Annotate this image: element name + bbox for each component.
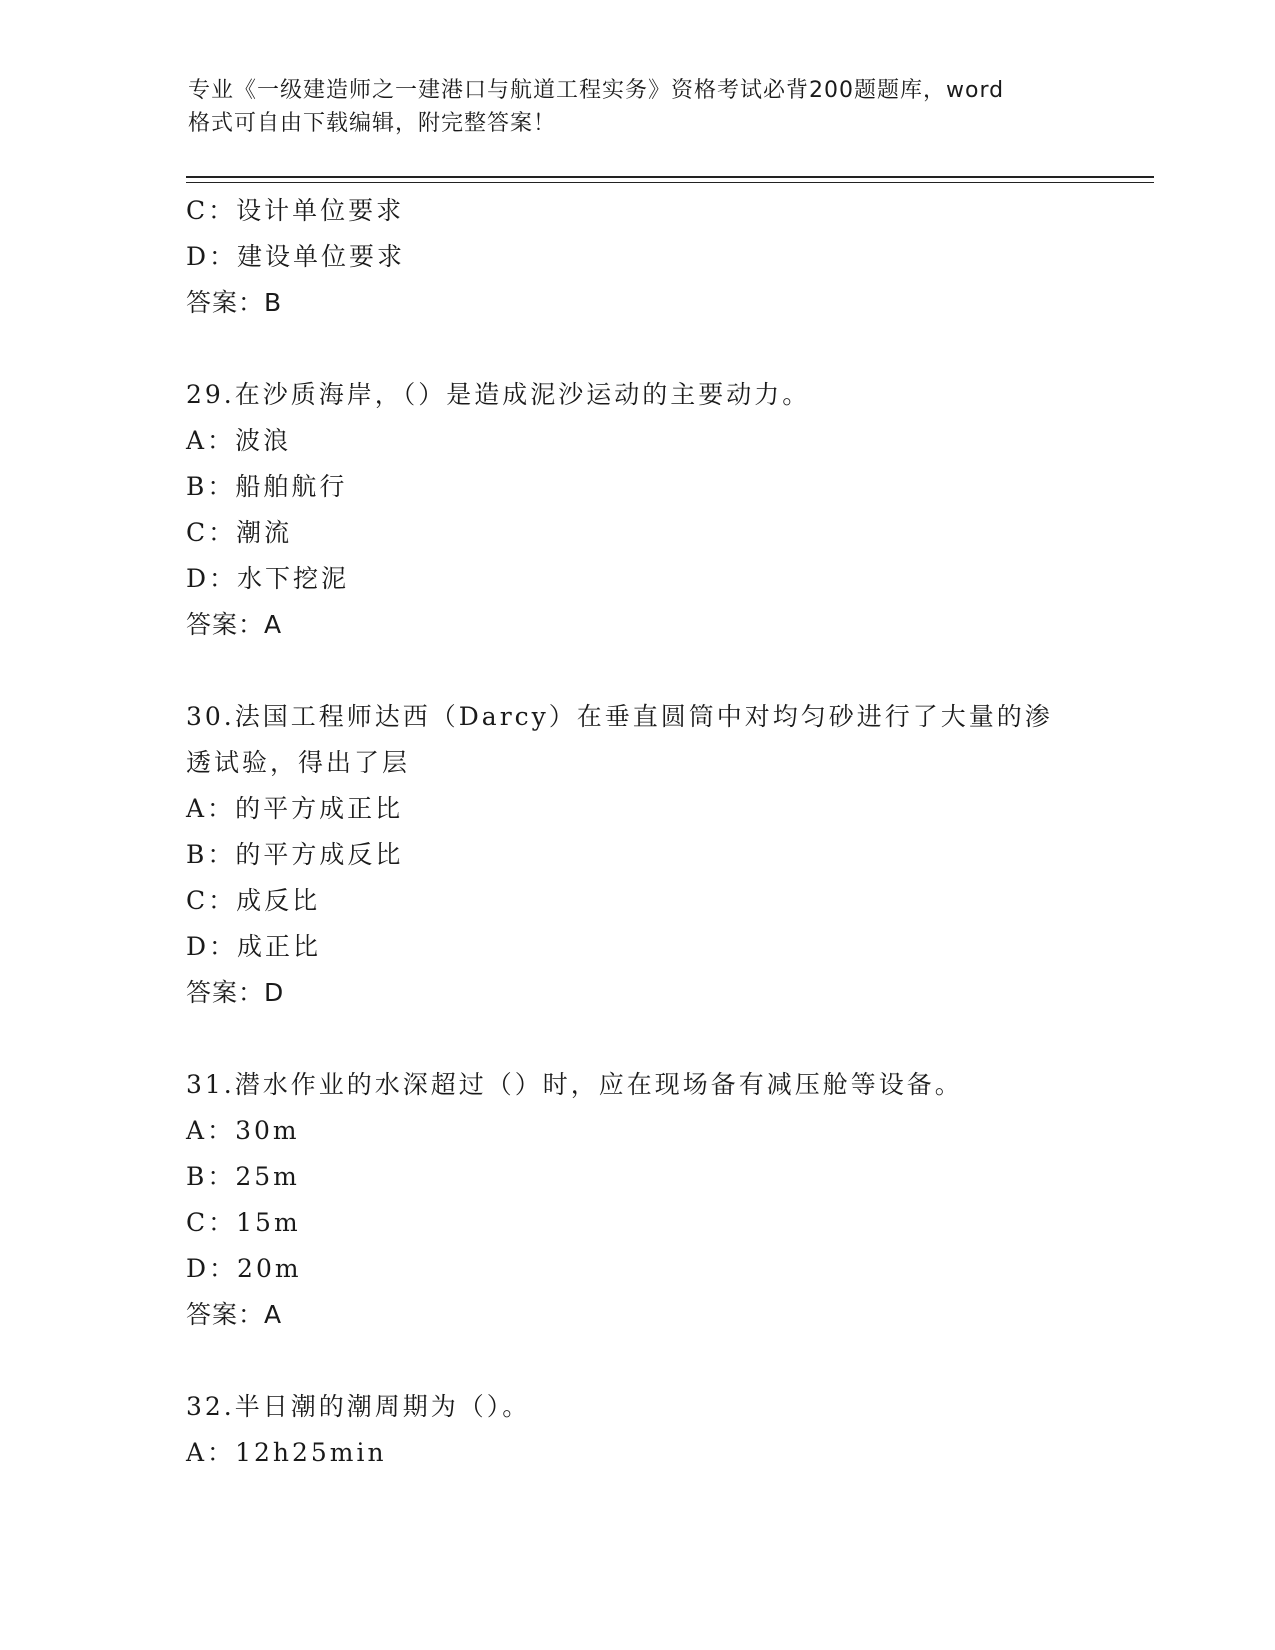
option-label: A： [186, 426, 236, 455]
option-label: D： [186, 242, 238, 271]
option-b [186, 1154, 1086, 1200]
option-text: 成反比 [236, 886, 321, 915]
answer-line: 答案：B [186, 288, 283, 317]
option-d [186, 924, 1086, 970]
option-text: 的平方成正比 [235, 794, 404, 823]
option-text: 成正比 [237, 932, 322, 961]
option-text: 30m [235, 1116, 300, 1145]
option-label: D： [186, 564, 238, 593]
option-a [186, 1108, 1086, 1154]
header-divider-thick [186, 176, 1154, 178]
option-label: C： [186, 196, 237, 225]
question-31 [186, 1062, 1086, 1338]
question-30 [186, 694, 1086, 1016]
option-c [186, 1200, 1086, 1246]
question-list [186, 188, 1086, 1476]
option-text: 潮流 [236, 518, 293, 547]
option-label: D： [186, 1254, 238, 1283]
option-c [186, 188, 1086, 234]
question-text: 31.潜水作业的水深超过（）时，应在现场备有减压舱等设备。 [186, 1070, 963, 1099]
header-line-2: 格式可自由下载编辑，附完整答案！ [188, 111, 557, 136]
option-d [186, 1246, 1086, 1292]
option-label: A： [186, 1116, 236, 1145]
question-text: 32.半日潮的潮周期为（）。 [186, 1392, 531, 1421]
option-text: 25m [235, 1162, 300, 1191]
question-28-tail [186, 188, 1086, 326]
option-label: C： [186, 518, 237, 547]
option-text: 的平方成反比 [235, 840, 404, 869]
option-c [186, 510, 1086, 556]
question-text: 29.在沙质海岸，（）是造成泥沙运动的主要动力。 [186, 380, 811, 409]
option-a [186, 418, 1086, 464]
option-text: 15m [236, 1208, 301, 1237]
option-label: A： [186, 794, 236, 823]
question-32 [186, 1384, 1086, 1476]
option-b [186, 832, 1086, 878]
option-label: A： [186, 1438, 236, 1467]
option-label: B： [186, 840, 236, 869]
option-text: 船舶航行 [235, 472, 348, 501]
option-text: 20m [237, 1254, 302, 1283]
option-text: 12h25min [235, 1438, 387, 1467]
answer-line: 答案：D [186, 978, 285, 1007]
option-text: 设计单位要求 [236, 196, 405, 225]
option-label: B： [186, 1162, 236, 1191]
option-c [186, 878, 1086, 924]
option-label: C： [186, 1208, 237, 1237]
answer-line: 答案：A [186, 610, 283, 639]
question-text-line-2: 透试验，得出了层 [186, 748, 411, 777]
answer-line: 答案：A [186, 1300, 283, 1329]
option-d [186, 234, 1086, 280]
option-label: C： [186, 886, 237, 915]
option-label: D： [186, 932, 238, 961]
document-header [188, 74, 1068, 140]
question-29 [186, 372, 1086, 648]
option-d [186, 556, 1086, 602]
option-b [186, 464, 1086, 510]
option-a [186, 1430, 1086, 1476]
question-text-line-1: 30.法国工程师达西（Darcy）在垂直圆筒中对均匀砂进行了大量的渗 [186, 702, 1053, 731]
option-label: B： [186, 472, 236, 501]
header-divider-thin [186, 182, 1154, 183]
option-text: 波浪 [235, 426, 292, 455]
header-line-1: 专业《一级建造师之一建港口与航道工程实务》资格考试必背200题题库，word [188, 78, 1005, 103]
option-a [186, 786, 1086, 832]
option-text: 水下挖泥 [237, 564, 350, 593]
option-text: 建设单位要求 [237, 242, 406, 271]
